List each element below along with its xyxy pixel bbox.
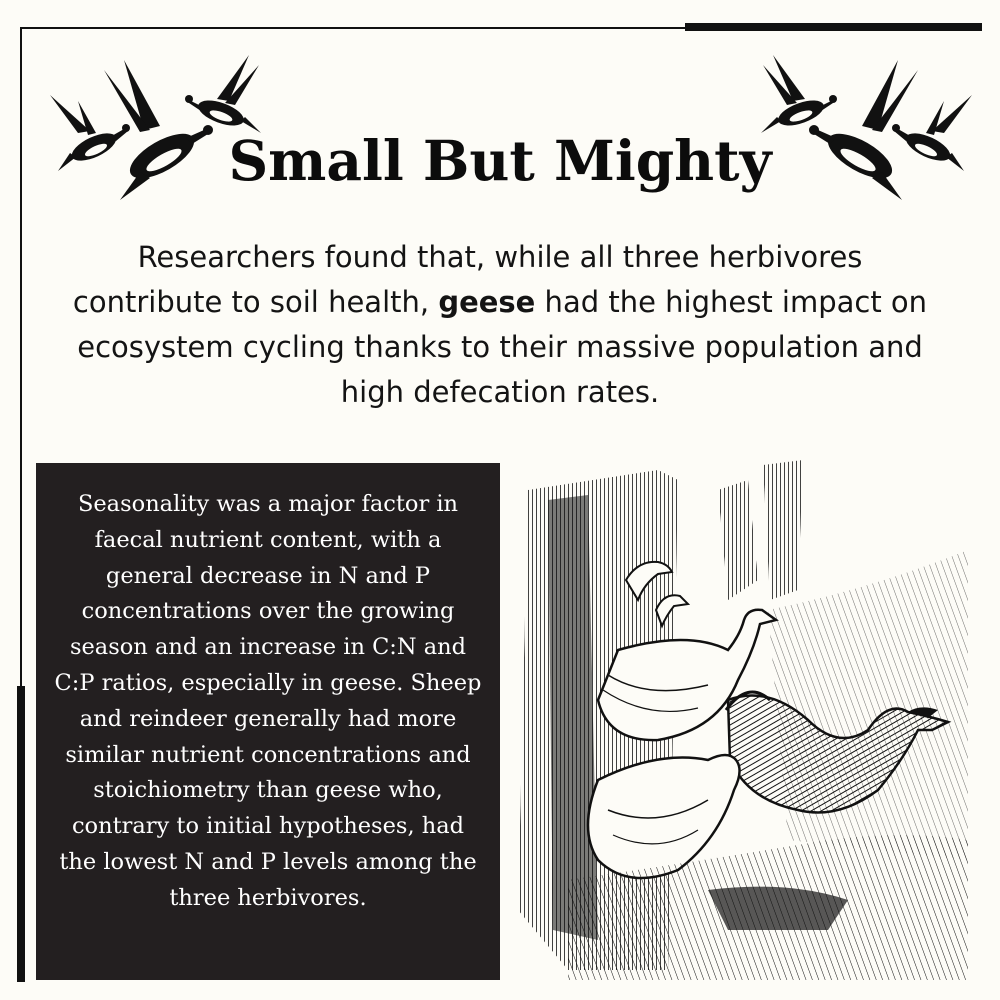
geese-illustration	[508, 460, 978, 980]
intro-paragraph	[70, 235, 930, 415]
page-title: Small But Mighty	[228, 128, 772, 193]
frame-top-accent	[685, 23, 982, 31]
intro-text-start: Researchers found that, while all three herbivores contribute to soil health,	[72, 240, 863, 319]
intro-highlight: geese	[438, 285, 536, 319]
body-paragraph: Seasonality was a major factor in faecal nutrient content, with a general decrease in N and P concentrations over the growing season and an increase in C:N and C:P ratios, especially in geese. Sheep and reindeer generally had more similar nutrient concentrations and stoichiometry than geese who, contrary to initial hypotheses, had the lowest N and P levels among the three herbivores.	[54, 491, 482, 911]
frame-left-accent	[17, 686, 25, 982]
intro-text-end: had the highest impact on ecosystem cycling thanks to their massive population and high defecation rates.	[77, 285, 928, 409]
